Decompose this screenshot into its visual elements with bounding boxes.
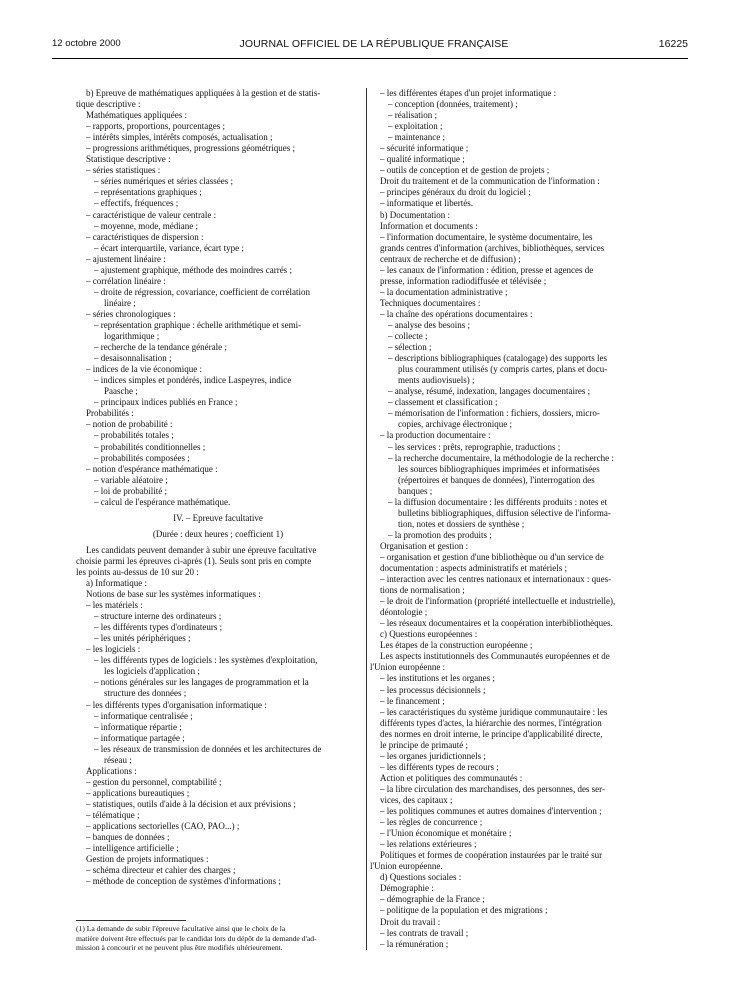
right-column bbox=[370, 88, 664, 950]
right-column-line: – la libre circulation des marchandises, des personnes, des ser- bbox=[380, 783, 605, 794]
right-column-line: – les politiques communes et autres domaines d'intervention ; bbox=[380, 806, 602, 817]
right-column-line: – maintenance ; bbox=[388, 132, 445, 143]
right-column-line: – la rémunération ; bbox=[380, 938, 449, 949]
right-column-line: centraux de recherche et de diffusion) ; bbox=[380, 253, 521, 264]
left-column-line: – les réseaux de transmission de données et les architectures de bbox=[94, 743, 322, 754]
right-column-line: – l'information documentaire, le système documentaire, les bbox=[380, 231, 593, 242]
right-column-line: – le droit de l'information (propriété intellectuelle et industrielle), bbox=[380, 596, 616, 607]
footnote-line: mission à concourir et ne peuvent plus être modifiés ultérieurement. bbox=[76, 943, 283, 952]
left-column-line: – structure interne des ordinateurs ; bbox=[94, 611, 222, 622]
right-column-line: – les contrats de travail ; bbox=[380, 927, 469, 938]
right-column-line: – collecte ; bbox=[388, 331, 428, 342]
right-column-line: – analyse, résumé, indexation, langages documentaires ; bbox=[388, 386, 591, 397]
left-column-line: – notion d'espérance mathématique : bbox=[86, 463, 218, 474]
left-column-line: – informatique partagée ; bbox=[94, 732, 185, 743]
right-column-line: – les différents types de recours ; bbox=[380, 761, 499, 772]
left-column-line: – indices simples et pondérés, indice Laspeyres, indice bbox=[94, 375, 292, 386]
journal-title: JOURNAL OFFICIEL DE LA RÉPUBLIQUE FRANÇAISE bbox=[239, 38, 509, 50]
left-column-line: – les logiciels : bbox=[86, 644, 141, 655]
right-column-line: documentation : aspects administratifs et matériels ; bbox=[380, 563, 567, 574]
left-column-line: les logiciels d'application ; bbox=[104, 666, 200, 677]
left-column-line: Applications : bbox=[86, 765, 137, 776]
right-column-line: – les relations extérieures ; bbox=[380, 839, 477, 850]
footnote-line: matière doivent être effectués par le candidat lors du dépôt de la demande d'ad- bbox=[76, 933, 317, 943]
left-column-line: – gestion du personnel, comptabilité ; bbox=[86, 776, 222, 787]
right-column-line: – réalisation ; bbox=[388, 110, 437, 121]
right-column-line: les sources bibliographiques imprimées et informatisées bbox=[398, 463, 600, 474]
footnote-rule bbox=[76, 920, 186, 921]
right-column-line: – principes généraux du droit du logiciel ; bbox=[380, 187, 531, 198]
right-column-line: – analyse des besoins ; bbox=[388, 319, 470, 330]
left-column-line: – rapports, proportions, pourcentages ; bbox=[86, 121, 225, 132]
right-column-line: banques ; bbox=[398, 485, 433, 496]
right-column-line: Les étapes de la construction européenne ; bbox=[380, 640, 533, 651]
left-column-line: – informatique répartie ; bbox=[94, 721, 182, 732]
left-column-line: réseau ; bbox=[104, 754, 132, 765]
left-column-line: – les unités périphériques ; bbox=[94, 633, 191, 644]
left-column-line: – banques de données ; bbox=[86, 832, 170, 843]
left-column-line: – représentations graphiques ; bbox=[94, 187, 202, 198]
left-column-line: choisie parmi les épreuves ci-après (1). Seuls sont pris en compte bbox=[76, 555, 312, 566]
right-column-line: b) Documentation : bbox=[380, 209, 450, 220]
left-column-line: – méthode de conception de systèmes d'informations ; bbox=[86, 876, 281, 887]
left-column-line: – séries numériques et séries classées ; bbox=[94, 176, 233, 187]
right-column-line: – les différentes étapes d'un projet informatique : bbox=[380, 88, 557, 98]
right-column-line: – la recherche documentaire, la méthodologie de la recherche : bbox=[388, 452, 614, 463]
left-column-line: – corrélation linéaire : bbox=[86, 275, 166, 286]
left-column-line: – les différents types d'organisation informatique : bbox=[86, 699, 267, 710]
left-column-line: – loi de probabilité ; bbox=[94, 485, 167, 496]
right-column-line: – qualité informatique ; bbox=[380, 154, 465, 165]
right-column-line: – les réseaux documentaires et la coopération interbibliothèques. bbox=[380, 618, 613, 629]
left-column-line: – progressions arithmétiques, progressions géométriques ; bbox=[86, 143, 295, 154]
left-column-line: Statistique descriptive : bbox=[86, 154, 171, 165]
right-column-line: – la chaîne des opérations documentaires : bbox=[380, 308, 533, 319]
right-column-line: l'Union européenne : bbox=[370, 662, 446, 673]
right-column-line: – la promotion des produits ; bbox=[388, 529, 492, 540]
left-column bbox=[76, 88, 360, 887]
left-column-line: – les matériels : bbox=[86, 600, 143, 611]
right-column-line: Les aspects institutionnels des Communautés européennes et de bbox=[380, 651, 610, 662]
right-column-line: – les processus décisionnels ; bbox=[380, 684, 486, 695]
page-header bbox=[0, 0, 748, 50]
right-column-line: – la documentation administrative ; bbox=[380, 286, 508, 297]
right-column-line: bulletins bibliographiques, diffusion sélective de l'informa- bbox=[398, 507, 611, 518]
right-column-line: – les caractéristiques du système juridique communautaire : les bbox=[380, 706, 608, 717]
right-column-line: – les canaux de l'information : édition, presse et agences de bbox=[380, 264, 594, 275]
right-column-line: – les services : prêts, reprographie, traductions ; bbox=[388, 441, 561, 452]
page-number: 16225 bbox=[658, 38, 688, 50]
left-column-line: a) Informatique : bbox=[86, 578, 147, 589]
left-column-line: – statistiques, outils d'aide à la décision et aux prévisions ; bbox=[86, 798, 296, 809]
right-column-line: l'Union européenne. bbox=[370, 861, 443, 872]
right-column-line: d) Questions sociales : bbox=[380, 872, 462, 883]
right-column-line: Droit du traitement et de la communication de l'information : bbox=[380, 176, 600, 187]
left-column-line: – recherche de la tendance générale ; bbox=[94, 342, 227, 353]
left-column-line: – séries statistiques : bbox=[86, 165, 161, 176]
right-column-line: le principe de primauté ; bbox=[380, 739, 468, 750]
left-column-line: – variable aléatoire ; bbox=[94, 474, 168, 485]
right-column-line: tions de normalisation ; bbox=[380, 585, 465, 596]
right-column-line: déontologie ; bbox=[380, 607, 428, 618]
left-column-line: b) Epreuve de mathématiques appliquées à la gestion et de statis- bbox=[86, 88, 321, 98]
left-column-line: – notions générales sur les langages de programmation et la bbox=[94, 677, 309, 688]
left-column-line: – séries chronologiques : bbox=[86, 308, 176, 319]
left-column-line: IV. – Epreuve facultative bbox=[173, 512, 263, 523]
left-column-line: – informatique centralisée ; bbox=[94, 710, 193, 721]
right-column-line: – la diffusion documentaire : les différents produits : notes et bbox=[388, 496, 608, 507]
left-column-line: – applications bureautiques ; bbox=[86, 787, 190, 798]
left-column-line: – applications sectorielles (CAO, PAO...) ; bbox=[86, 821, 240, 832]
left-column-line: – les différents types de logiciels : les systèmes d'exploitation, bbox=[94, 655, 318, 666]
left-column-line: Gestion de projets informatiques : bbox=[86, 854, 209, 865]
left-column-line: – caractéristiques de dispersion : bbox=[86, 231, 204, 242]
right-column-line: presse, information radiodiffusée et télévisée ; bbox=[380, 275, 547, 286]
right-column-line: vices, des capitaux ; bbox=[380, 795, 453, 805]
right-column-line: – organisation et gestion d'une bibliothèque ou d'un service de bbox=[380, 551, 604, 562]
header-rule bbox=[52, 58, 688, 59]
right-column-line: copies, archivage électronique ; bbox=[398, 419, 512, 430]
right-column-line: Techniques documentaires : bbox=[380, 297, 481, 308]
right-column-line: – exploitation ; bbox=[388, 121, 443, 132]
column-divider bbox=[366, 88, 367, 950]
right-column-line: Politiques et formes de coopération instaurées par le traité sur bbox=[380, 850, 603, 861]
right-column-line: (répertoires et banques de données), l'interrogation des bbox=[398, 474, 595, 485]
right-column-line: Information et documents : bbox=[380, 220, 478, 231]
left-column-line: – intérêts simples, intérêts composés, actualisation ; bbox=[86, 132, 273, 143]
right-column-line: – politique de la population et des migrations ; bbox=[380, 905, 548, 916]
left-column-line: – droite de régression, covariance, coefficient de corrélation bbox=[94, 286, 310, 297]
left-column-line: – notion de probabilité : bbox=[86, 419, 173, 430]
right-column-line: – sélection ; bbox=[388, 342, 432, 353]
left-column-line: – écart interquartile, variance, écart type ; bbox=[94, 242, 244, 253]
footnote bbox=[76, 924, 360, 953]
right-column-line: tion, notes et dossiers de synthèse ; bbox=[398, 518, 525, 529]
left-column-line: – caractéristique de valeur centrale : bbox=[86, 209, 217, 220]
left-column-line: – probabilités totales ; bbox=[94, 430, 174, 441]
left-column-line: tique descriptive : bbox=[76, 99, 141, 110]
footnote-line: (1) La demande de subir l'épreuve facultative ainsi que le choix de la bbox=[76, 924, 286, 933]
right-column-line: Démographie : bbox=[380, 883, 434, 894]
left-column-line: – ajustement graphique, méthode des moindres carrés ; bbox=[94, 264, 292, 275]
right-column-line: – les institutions et les organes ; bbox=[380, 673, 495, 684]
left-column-line: – télématique ; bbox=[86, 810, 140, 820]
right-column-line: – informatique et libertés. bbox=[380, 198, 473, 209]
right-column-line: – démographie de la France ; bbox=[380, 894, 485, 905]
left-column-line: Les candidats peuvent demander à subir une épreuve facultative bbox=[86, 544, 317, 555]
left-column-line: – indices de la vie économique : bbox=[86, 364, 202, 375]
right-column-line: plus couramment utilisés (y compris cartes, plans et docu- bbox=[398, 364, 608, 375]
right-column-line: – le financement ; bbox=[380, 695, 445, 706]
left-column-line: – probabilités conditionnelles ; bbox=[94, 441, 206, 452]
right-column-line: c) Questions européennes : bbox=[380, 629, 478, 640]
right-column-line: grands centres d'information (archives, bibliothèques, services bbox=[380, 242, 605, 253]
issue-date: 12 octobre 2000 bbox=[52, 38, 121, 49]
left-column-line: Probabilités : bbox=[86, 408, 134, 419]
right-column-line: – descriptions bibliographiques (catalogage) des supports les bbox=[388, 353, 607, 364]
left-column-line: – intelligence artificielle ; bbox=[86, 843, 179, 854]
right-column-line: Action et politiques des communautés : bbox=[380, 772, 523, 783]
left-column-line: – desaisonnalisation ; bbox=[94, 353, 172, 364]
left-column-line: (Durée : deux heures ; coefficient 1) bbox=[152, 528, 284, 539]
left-column-line: – principaux indices publiés en France ; bbox=[94, 397, 238, 408]
left-column-line: Notions de base sur les systèmes informatiques : bbox=[86, 589, 261, 600]
right-column-line: Droit du travail : bbox=[380, 916, 441, 927]
left-column-line: – moyenne, mode, médiane ; bbox=[94, 220, 198, 231]
left-column-line: les points au-dessus de 10 sur 20 : bbox=[76, 566, 199, 577]
right-column-line: des normes en droit interne, le principe d'applicabilité directe, bbox=[380, 728, 603, 739]
left-column-line: – ajustement linéaire : bbox=[86, 253, 166, 264]
left-column-line: Paasche ; bbox=[104, 386, 138, 397]
left-column-line: linéaire ; bbox=[104, 297, 136, 308]
left-column-line: – les différents types d'ordinateurs ; bbox=[94, 622, 223, 633]
right-column-line: – mémorisation de l'information : fichiers, dossiers, micro- bbox=[388, 408, 600, 419]
left-column-line: – schéma directeur et cahier des charges ; bbox=[86, 865, 236, 876]
left-column-line: – probabilités composées ; bbox=[94, 452, 190, 463]
left-column-line: logarithmique ; bbox=[104, 331, 160, 342]
left-column-line: – représentation graphique : échelle arithmétique et semi- bbox=[94, 319, 302, 330]
right-column-line: – l'Union économique et monétaire ; bbox=[380, 828, 512, 839]
right-column-line: différents types d'actes, la hiérarchie des normes, l'intégration bbox=[380, 717, 602, 728]
right-column-line: – classement et classification ; bbox=[388, 397, 498, 408]
left-column-line: – effectifs, fréquences ; bbox=[94, 198, 179, 209]
right-column-line: – sécurité informatique ; bbox=[380, 143, 469, 154]
right-column-line: – les règles de concurrence ; bbox=[380, 817, 483, 828]
right-column-line: – interaction avec les centres nationaux et internationaux : ques- bbox=[380, 574, 612, 585]
right-column-line: – outils de conception et de gestion de projets ; bbox=[380, 165, 550, 176]
left-column-line: structure des données ; bbox=[104, 688, 187, 699]
left-column-line: – calcul de l'espérance mathématique. bbox=[94, 496, 231, 507]
right-column-line: Organisation et gestion : bbox=[380, 540, 469, 551]
right-column-line: – la production documentaire : bbox=[380, 430, 491, 441]
left-column-line: Mathématiques appliquées : bbox=[86, 110, 187, 121]
right-column-line: – les organes juridictionnels ; bbox=[380, 750, 486, 761]
right-column-line: ments audiovisuels) ; bbox=[398, 375, 475, 386]
right-column-line: – conception (données, traitement) ; bbox=[388, 99, 518, 110]
